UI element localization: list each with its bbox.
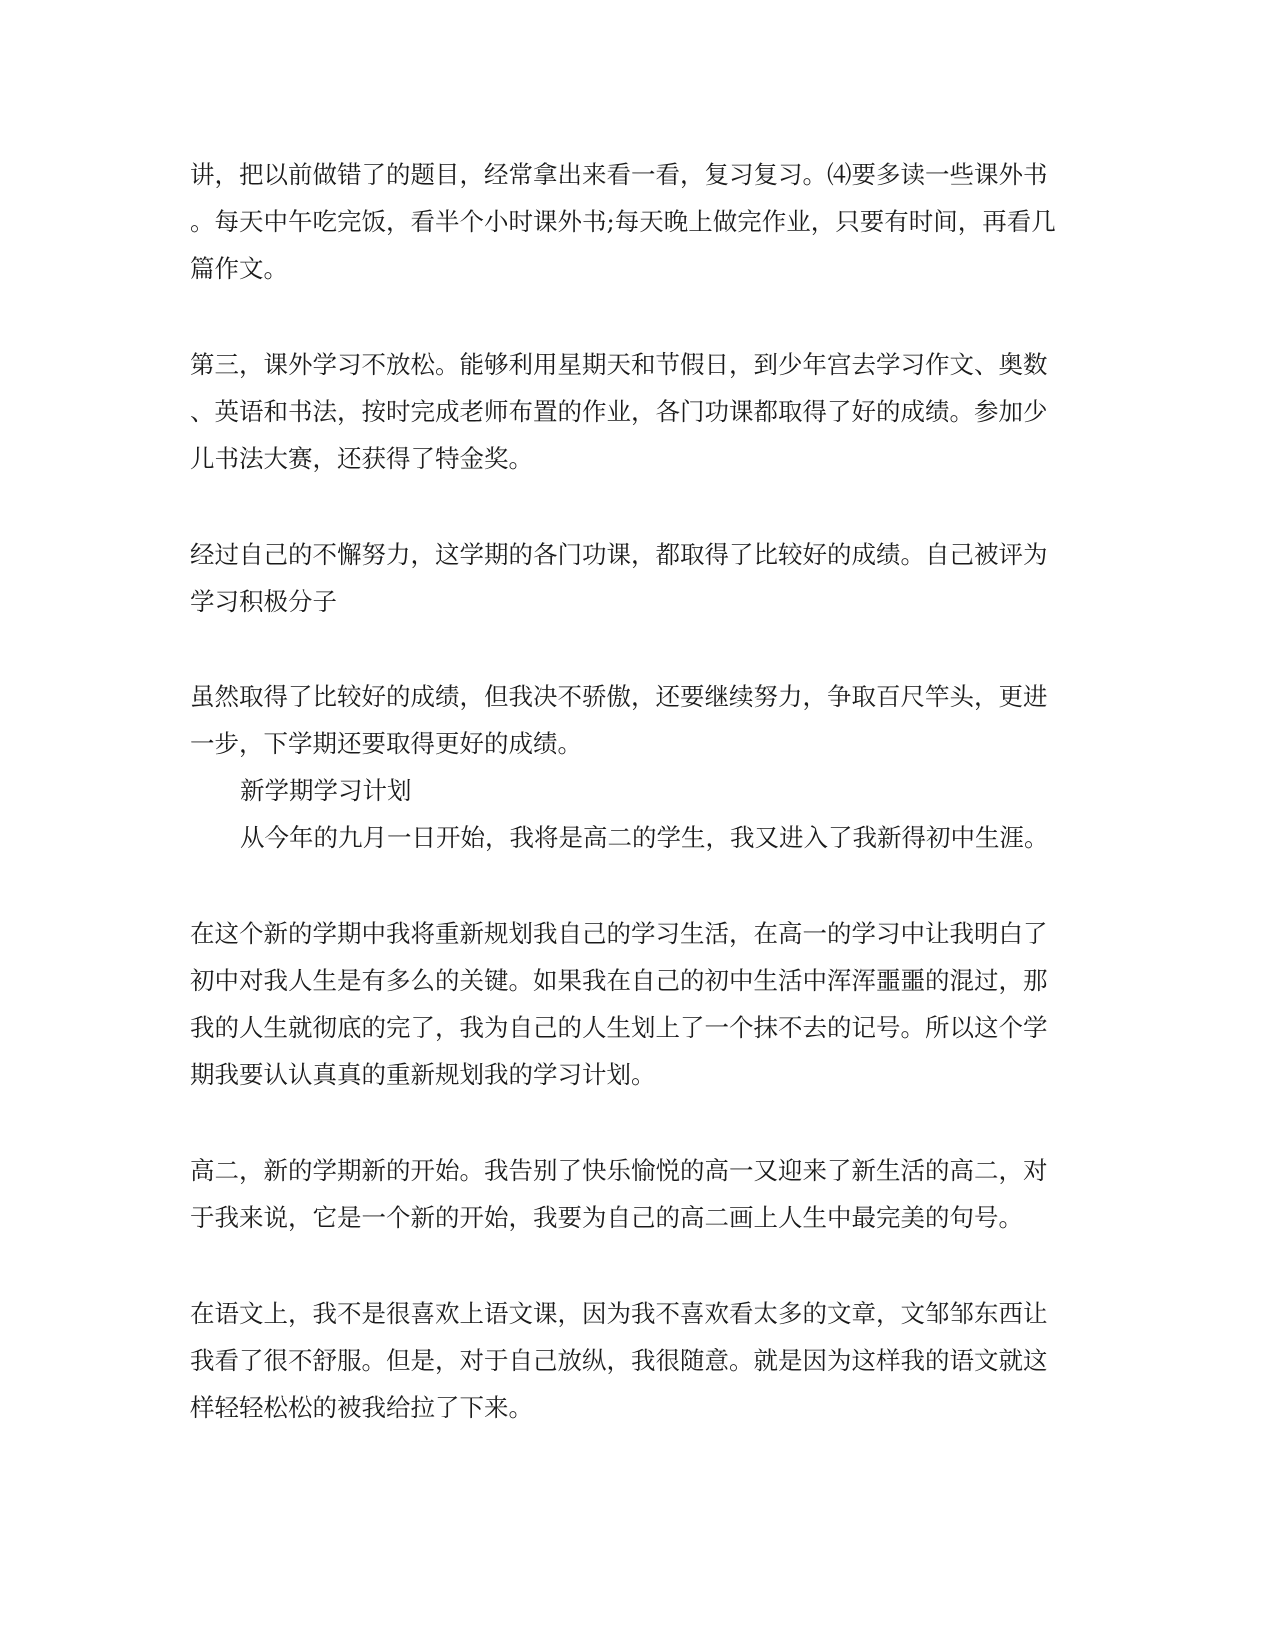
text-line: 在这个新的学期中我将重新规划我自己的学习生活，在高一的学习中让我明白了: [190, 919, 1048, 948]
text-line: 学习积极分子: [190, 587, 337, 616]
text-line: 。每天中午吃完饭，看半个小时课外书;每天晚上做完作业，只要有时间，再看几: [190, 207, 1056, 236]
text-line: 初中对我人生是有多么的关键。如果我在自己的初中生活中浑浑噩噩的混过，那: [190, 966, 1048, 995]
text-line: 高二，新的学期新的开始。我告别了快乐愉悦的高一又迎来了新生活的高二，对: [190, 1156, 1048, 1185]
text-line: 我的人生就彻底的完了，我为自己的人生划上了一个抹不去的记号。所以这个学: [190, 1013, 1048, 1042]
text-line: 第三，课外学习不放松。能够利用星期天和节假日，到少年宫去学习作文、奥数: [190, 350, 1048, 379]
text-line: 我看了很不舒服。但是，对于自己放纵，我很随意。就是因为这样我的语文就这: [190, 1346, 1048, 1375]
text-line: 、英语和书法，按时完成老师布置的作业，各门功课都取得了好的成绩。参加少: [190, 397, 1048, 426]
text-line: 样轻轻松松的被我给拉了下来。: [190, 1393, 533, 1422]
text-line: 讲，把以前做错了的题目，经常拿出来看一看，复习复习。⑷要多读一些课外书: [190, 160, 1048, 189]
section-heading: 新学期学习计划: [240, 776, 412, 805]
text-line: 期我要认认真真的重新规划我的学习计划。: [190, 1060, 656, 1089]
text-line: 虽然取得了比较好的成绩，但我决不骄傲，还要继续努力，争取百尺竿头，更进: [190, 682, 1048, 711]
text-line: 经过自己的不懈努力，这学期的各门功课，都取得了比较好的成绩。自己被评为: [190, 540, 1048, 569]
text-line: 篇作文。: [190, 254, 288, 283]
text-line: 儿书法大赛，还获得了特金奖。: [190, 444, 533, 473]
text-line: 在语文上，我不是很喜欢上语文课，因为我不喜欢看太多的文章，文邹邹东西让: [190, 1299, 1048, 1328]
text-line: 一步，下学期还要取得更好的成绩。: [190, 729, 582, 758]
text-line: 于我来说，它是一个新的开始，我要为自己的高二画上人生中最完美的句号。: [190, 1203, 1023, 1232]
text-line: 从今年的九月一日开始，我将是高二的学生，我又进入了我新得初中生涯。: [240, 823, 1049, 852]
